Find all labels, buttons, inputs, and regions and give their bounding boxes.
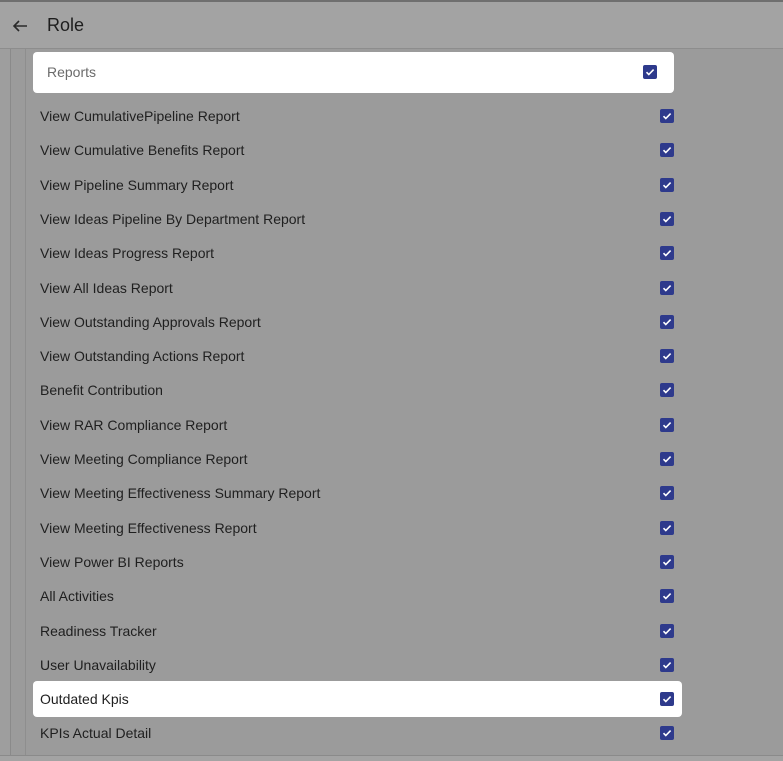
permission-checkbox[interactable] — [660, 486, 674, 500]
permission-checkbox[interactable] — [660, 418, 674, 432]
permission-checkbox[interactable] — [660, 246, 674, 260]
permission-checkbox[interactable] — [660, 589, 674, 603]
permission-checkbox[interactable] — [660, 178, 674, 192]
permission-label: View Outstanding Actions Report — [40, 348, 245, 365]
permission-row[interactable] — [33, 202, 682, 236]
permission-row[interactable] — [33, 511, 682, 545]
check-icon — [662, 557, 672, 567]
check-icon — [662, 694, 672, 704]
permission-checkbox[interactable] — [660, 281, 674, 295]
permission-row[interactable] — [33, 168, 682, 202]
check-icon — [662, 248, 672, 258]
permission-checkbox[interactable] — [660, 383, 674, 397]
check-icon — [645, 67, 655, 77]
permission-checkbox[interactable] — [660, 349, 674, 363]
check-icon — [662, 488, 672, 498]
permission-checkbox[interactable] — [660, 624, 674, 638]
permission-row[interactable] — [33, 133, 682, 167]
permission-label: View CumulativePipeline Report — [40, 108, 240, 124]
permission-label: View Meeting Compliance Report — [40, 451, 248, 467]
permission-checkbox[interactable] — [660, 315, 674, 329]
permission-checkbox[interactable] — [660, 212, 674, 226]
permission-label: View Cumulative Benefits Report — [40, 142, 245, 159]
permission-checkbox[interactable] — [660, 692, 674, 706]
check-icon — [662, 626, 672, 636]
permission-row[interactable] — [33, 648, 682, 682]
permission-label: View Ideas Progress Report — [40, 245, 215, 262]
permission-checkbox[interactable] — [660, 452, 674, 466]
arrow-left-icon — [12, 18, 28, 34]
divider — [25, 49, 26, 755]
permission-checkbox[interactable] — [660, 658, 674, 672]
check-icon — [662, 283, 672, 293]
permission-label: View Meeting Effectiveness Summary Report — [40, 485, 321, 502]
permission-checkbox[interactable] — [660, 555, 674, 569]
footer-bar — [0, 755, 783, 761]
permission-row[interactable] — [33, 681, 682, 717]
section-checkbox[interactable] — [643, 65, 657, 79]
permission-label: View RAR Compliance Report — [40, 416, 228, 433]
permission-checkbox[interactable] — [660, 726, 674, 740]
permission-row[interactable] — [33, 408, 682, 442]
permission-label: KPIs Actual Detail — [40, 725, 152, 742]
section-header-reports[interactable] — [33, 52, 674, 93]
check-icon — [662, 385, 672, 395]
check-icon — [662, 728, 672, 738]
permission-label: View Meeting Effectiveness Report — [40, 519, 257, 536]
back-button[interactable] — [8, 14, 32, 38]
permission-checkbox[interactable] — [660, 143, 674, 157]
permission-row[interactable] — [33, 339, 682, 373]
permission-row[interactable] — [33, 236, 682, 270]
permission-row[interactable] — [33, 545, 682, 579]
permission-label: User Unavailability — [40, 656, 156, 673]
permission-label: View Pipeline Summary Report — [40, 176, 234, 193]
permission-label: View All Ideas Report — [40, 279, 173, 296]
check-icon — [662, 523, 672, 533]
check-icon — [662, 660, 672, 670]
permission-row[interactable] — [33, 271, 682, 305]
section-label: Reports — [47, 64, 97, 80]
permission-row[interactable] — [33, 579, 682, 613]
permission-label: Benefit Contribution — [40, 382, 163, 399]
permission-label: View Power BI Reports — [40, 553, 184, 570]
check-icon — [662, 454, 672, 464]
permission-row[interactable] — [33, 99, 682, 133]
check-icon — [662, 214, 672, 224]
check-icon — [662, 420, 672, 430]
check-icon — [662, 145, 672, 155]
permission-row[interactable] — [33, 305, 682, 339]
permission-row[interactable] — [33, 442, 682, 476]
check-icon — [662, 111, 672, 121]
page-title: Role — [47, 15, 85, 35]
permission-label: All Activities — [40, 588, 114, 605]
permission-checkbox[interactable] — [660, 109, 674, 123]
permission-label: View Outstanding Approvals Report — [40, 313, 261, 330]
app-bar — [0, 0, 783, 49]
check-icon — [662, 591, 672, 601]
permission-label: View Ideas Pipeline By Department Report — [40, 210, 306, 227]
check-icon — [662, 180, 672, 190]
permission-label: Readiness Tracker — [40, 622, 157, 639]
permission-label: Outdated Kpis — [40, 691, 129, 708]
permission-checkbox[interactable] — [660, 521, 674, 535]
permission-row[interactable] — [33, 716, 682, 750]
check-icon — [662, 351, 672, 361]
permission-row[interactable] — [33, 614, 682, 648]
check-icon — [662, 317, 672, 327]
permission-row[interactable] — [33, 476, 682, 510]
permission-row[interactable] — [33, 373, 682, 407]
